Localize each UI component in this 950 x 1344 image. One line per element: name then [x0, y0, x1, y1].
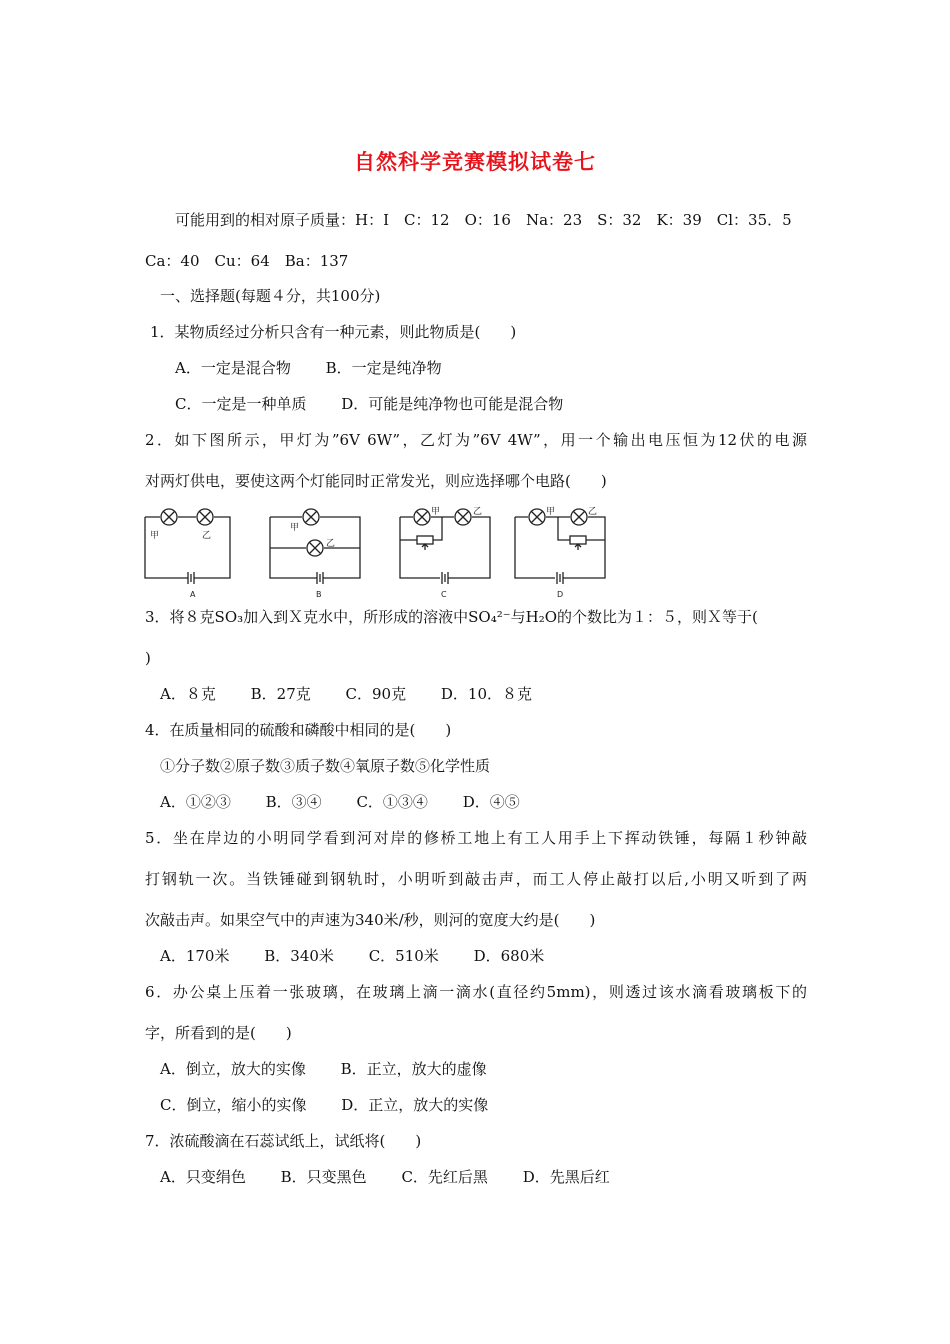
option-b: B．只变黑色: [280, 1168, 367, 1186]
question-7-options: [160, 1167, 640, 1187]
atomic-mass-line-2: Ca：40 Cu：64 Ba：137: [145, 252, 349, 270]
question-4-stem: 4．在质量相同的硫酸和磷酸中相同的是( ): [145, 721, 452, 739]
lamp-label-yi-c: 乙: [473, 507, 483, 517]
question-3-stem-line-1: 3．将８克SO₃加入到Ｘ克水中，所形成的溶液中SO₄²⁻与H₂O的个数比为１：５，则Ｘ等于(: [145, 608, 758, 626]
question-1-stem: 1．某物质经过分析只含有一种元素，则此物质是( ): [150, 323, 517, 341]
option-c: C．90克: [345, 685, 407, 703]
atomic-mass-line-1: 可能用到的相对原子质量：H：I C：12 O：16 Na：23 S：32 K：39 Cl：35．5: [175, 211, 792, 229]
option-c: C．①③④: [356, 793, 428, 811]
option-a: A．一定是混合物: [175, 359, 291, 377]
option-a: A．８克: [160, 685, 216, 703]
circuit-c: [400, 509, 490, 584]
question-2-stem-line-1: 2．如下图所示，甲灯为”6V 6W”，乙灯为”6V 4W”，用一个输出电压恒为12伏的电源: [145, 431, 807, 449]
question-4-options: [160, 792, 550, 812]
circuit-diagrams: [130, 500, 630, 600]
option-b: B．③④: [265, 793, 322, 811]
circuit-label-b: B: [316, 590, 322, 599]
question-5-stem-line-2: 打钢轨一次。当铁锤碰到钢轨时，小明听到敲击声，而工人停止敲打以后,小明又听到了两: [145, 870, 807, 888]
option-d: D．可能是纯净物也可能是混合物: [341, 395, 564, 413]
option-b: B．正立，放大的虚像: [340, 1060, 487, 1078]
option-c: C．先红后黑: [401, 1168, 488, 1186]
circuit-b: [270, 509, 360, 584]
option-d: D．680米: [473, 947, 545, 965]
option-a: A．倒立，放大的实像: [160, 1060, 306, 1078]
circuit-label-d: D: [557, 590, 564, 599]
circuit-a: [145, 509, 230, 584]
question-4-items: ①分子数②原子数③质子数④氧原子数⑤化学性质: [160, 757, 491, 775]
option-d: D．正立，放大的实像: [341, 1096, 489, 1114]
option-c: C．一定是一种单质: [175, 395, 307, 413]
lamp-label-jia-d: 甲: [546, 507, 556, 517]
question-3-options: [160, 684, 562, 704]
option-c: C．510米: [368, 947, 439, 965]
option-b: B．27克: [250, 685, 311, 703]
question-6-stem-line-1: 6．办公桌上压着一张玻璃，在玻璃上滴一滴水(直径约5mm)，则透过该水滴看玻璃板下的: [145, 983, 807, 1001]
page-title: 自然科学竞赛模拟试卷七: [354, 150, 596, 174]
option-a: A．只变绢色: [160, 1168, 246, 1186]
lamp-label-jia-a: 甲: [150, 531, 160, 541]
option-d: D．④⑤: [462, 793, 520, 811]
question-5-stem-line-3: 次敲击声。如果空气中的声速为340米/秒，则河的宽度大约是( ): [145, 911, 596, 929]
lamp-label-yi-d: 乙: [588, 507, 598, 517]
question-3-stem-line-2: ): [145, 649, 151, 667]
option-b: B．一定是纯净物: [325, 359, 442, 377]
option-c: C．倒立，缩小的实像: [160, 1096, 307, 1114]
section-heading: 一、选择题(每题４分，共100分): [160, 287, 381, 305]
question-5-stem-line-1: 5．坐在岸边的小明同学看到河对岸的修桥工地上有工人用手上下挥动铁锤，每隔１秒钟敲: [145, 829, 807, 847]
option-a: A．①②③: [160, 793, 231, 811]
circuit-label-a: A: [190, 590, 196, 599]
question-6-stem-line-2: 字，所看到的是( ): [145, 1024, 292, 1042]
option-a: A．170米: [160, 947, 230, 965]
option-d: D．10．８克: [440, 685, 533, 703]
question-6-options-row-2: [160, 1095, 518, 1115]
lamp-label-jia-b: 甲: [290, 523, 300, 533]
question-2-stem-line-2: 对两灯供电，要使这两个灯能同时正常发光，则应选择哪个电路( ): [145, 472, 607, 490]
lamp-label-jia-c: 甲: [431, 507, 441, 517]
question-7-stem: 7．浓硫酸滴在石蕊试纸上，试纸将( ): [145, 1132, 422, 1150]
option-d: D．先黑后红: [522, 1168, 610, 1186]
circuit-label-c: C: [441, 590, 447, 599]
lamp-label-yi-a: 乙: [202, 531, 212, 541]
option-b: B．340米: [264, 947, 334, 965]
question-1-options-row-1: [175, 358, 472, 378]
question-6-options-row-1: [160, 1059, 517, 1079]
circuit-d: [515, 509, 605, 584]
lamp-label-yi-b: 乙: [326, 539, 336, 549]
question-5-options: [160, 946, 574, 966]
question-1-options-row-2: [175, 394, 593, 414]
